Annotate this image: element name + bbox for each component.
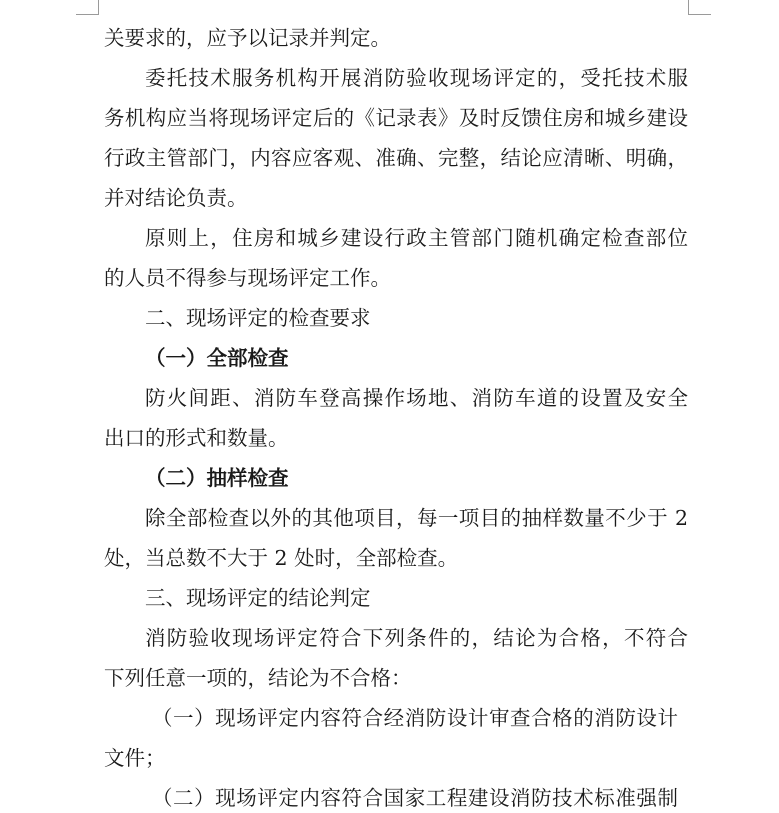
paragraph-line: 原则上，住房和城乡建设行政主管部门随机确定检查部位 bbox=[145, 226, 688, 250]
subsection-heading: （一）全部检查 bbox=[145, 346, 289, 370]
paragraph-line: 除全部检查以外的其他项目，每一项目的抽样数量不少于 2 bbox=[145, 506, 688, 530]
list-item-line: （一）现场评定内容符合经消防设计审查合格的消防设计 bbox=[152, 706, 678, 730]
paragraph-line: 出口的形式和数量。 bbox=[104, 426, 289, 450]
paragraph-line: 行政主管部门，内容应客观、准确、完整，结论应清晰、明确， bbox=[104, 146, 688, 170]
paragraph-line: 并对结论负责。 bbox=[104, 186, 248, 210]
paragraph-line: 下列任意一项的，结论为不合格： bbox=[104, 666, 412, 690]
paragraph-line: 委托技术服务机构开展消防验收现场评定的，受托技术服 bbox=[145, 66, 688, 90]
section-heading: 二、现场评定的检查要求 bbox=[145, 306, 371, 330]
list-item-line: （二）现场评定内容符合国家工程建设消防技术标准强制 bbox=[152, 786, 678, 810]
list-item-line: 文件； bbox=[104, 746, 166, 770]
section-heading: 三、现场评定的结论判定 bbox=[145, 586, 371, 610]
paragraph-line: 消防验收现场评定符合下列条件的，结论为合格，不符合 bbox=[145, 626, 688, 650]
paragraph-line: 关要求的，应予以记录并判定。 bbox=[104, 26, 391, 50]
subsection-heading: （二）抽样检查 bbox=[145, 466, 289, 490]
crop-mark-top-left bbox=[76, 0, 99, 15]
paragraph-line: 处，当总数不大于 2 处时，全部检查。 bbox=[104, 546, 459, 570]
paragraph-line: 务机构应当将现场评定后的《记录表》及时反馈住房和城乡建设 bbox=[104, 106, 688, 130]
paragraph-line: 的人员不得参与现场评定工作。 bbox=[104, 266, 391, 290]
crop-mark-top-right bbox=[688, 0, 711, 15]
paragraph-line: 防火间距、消防车登高操作场地、消防车道的设置及安全 bbox=[145, 386, 688, 410]
